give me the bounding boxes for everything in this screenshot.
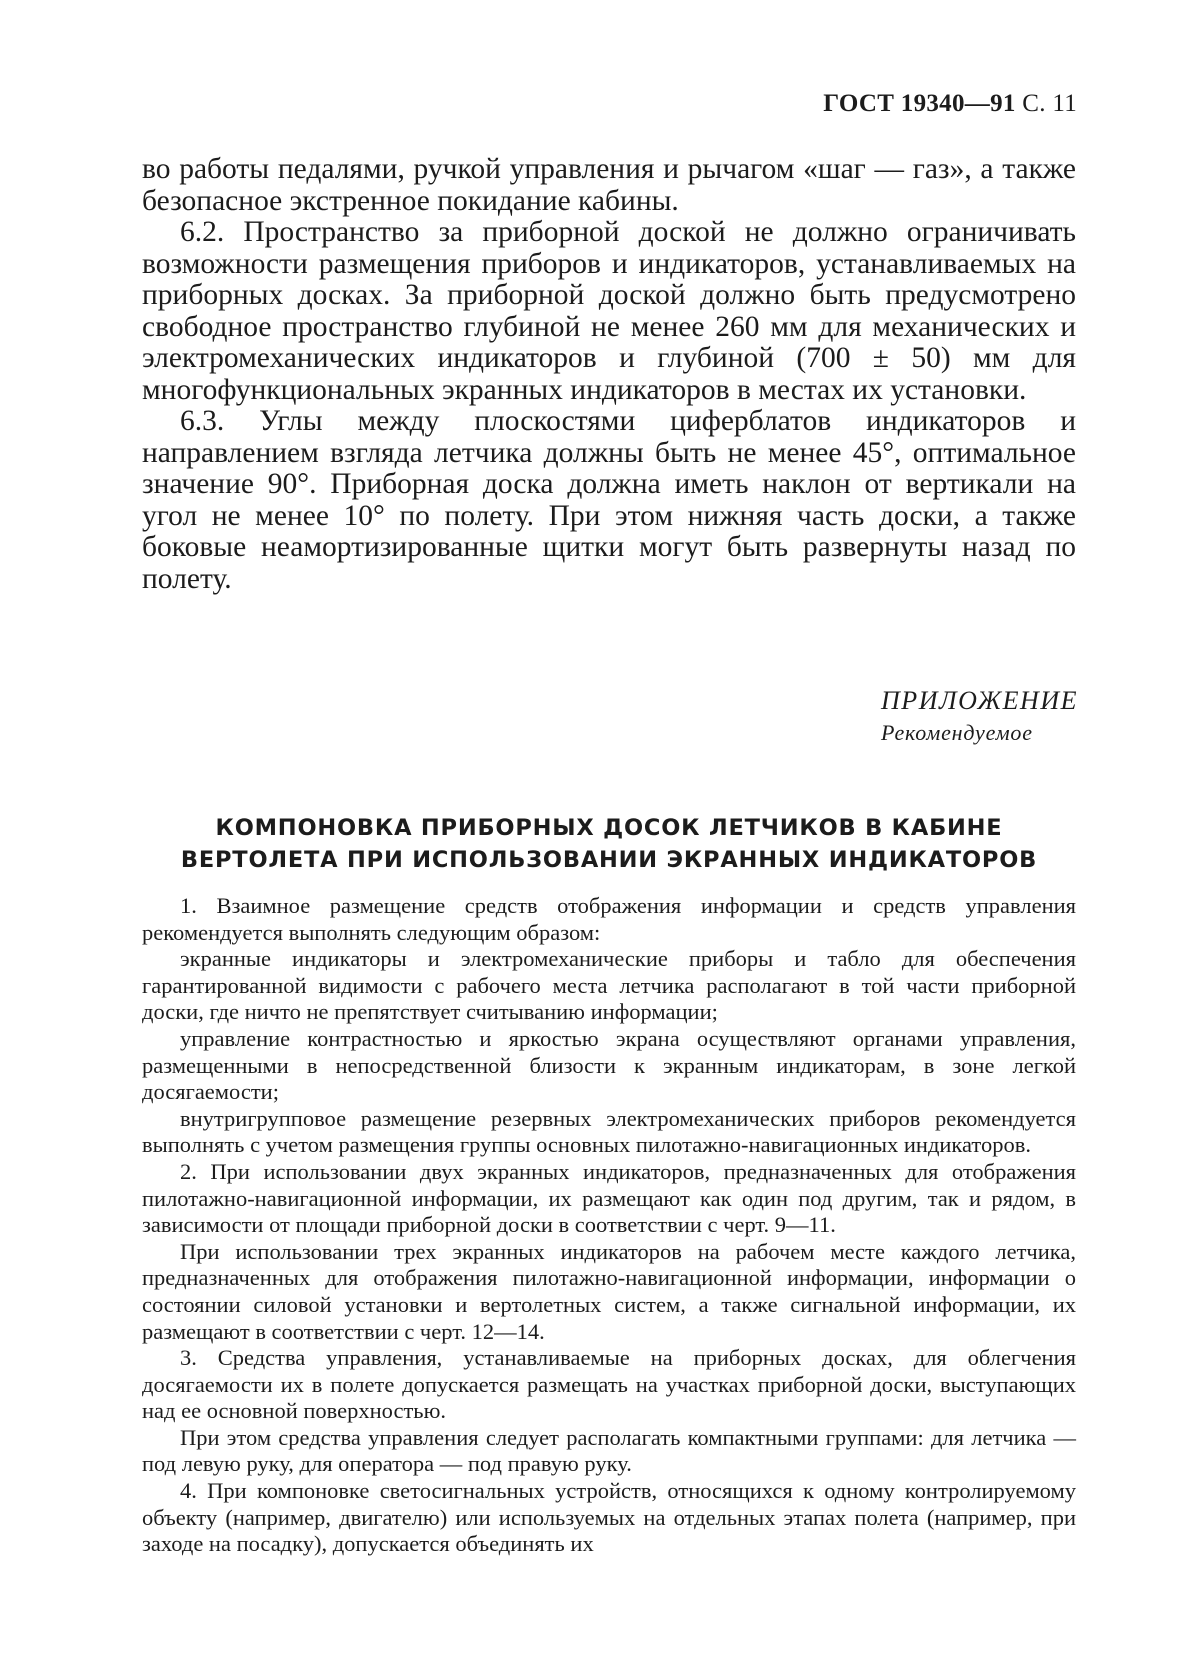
- standard-number: ГОСТ 19340—91: [823, 90, 1016, 117]
- paragraph-continuation: во работы педалями, ручкой управления и рычагом «шаг — газ», а также безопасное экстренное покидание кабины.: [142, 153, 1076, 217]
- body-paragraph-8: При этом средства управления следует располагать компактными группами: для летчика — под левую руку, для оператора — под правую руку.: [142, 1424, 1076, 1477]
- heading-line-1: КОМПОНОВКА ПРИБОРНЫХ ДОСОК ЛЕТЧИКОВ В КАБИНЕ: [215, 815, 1003, 841]
- paragraph-6-2: 6.2. Пространство за приборной доской не должно ограничивать возможности размещения приборов и индикаторов, устанавливаемых на приборных досках. За приборной доской должно быть предусмотрено свободное пространство глубиной не менее 260 мм для механических и электромеханических индикаторов и глубиной (700 ± 50) мм для многофункциональных экранных индикаторов в местах их установки.: [142, 216, 1076, 406]
- paragraph-6-3: 6.3. Углы между плоскостями циферблатов индикаторов и направлением взгляда летчика должны быть не менее 45°, оптимальное значение 90°. Приборная доска должна иметь наклон от вертикали на угол не менее 10° по полету. При этом нижняя часть доски, а также боковые неамортизированные щитки могут быть развернуты назад по полету.: [142, 405, 1076, 595]
- section-6-text: [142, 154, 1076, 595]
- body-paragraph-5: 2. При использовании двух экранных индикаторов, предназначенных для отображения пилотажно-навигационной информации, их размещают как один под другим, так и рядом, в зависимости от площади приборной доски в соответствии с черт. 9—11.: [142, 1158, 1076, 1238]
- body-paragraph-6: При использовании трех экранных индикаторов на рабочем месте каждого летчика, предназначенных для отображения пилотажно-навигационной информации, информации о состоянии силовой установки и вертолетных систем, а также сигнальной информации, их размещают в соответствии с черт. 12—14.: [142, 1238, 1076, 1344]
- body-paragraph-2: экранные индикаторы и электромеханические приборы и табло для обеспечения гарантированной видимости с рабочего места летчика располагают в той части приборной доски, где ничто не препятствует считыванию информации;: [142, 946, 1076, 1025]
- body-paragraph-7: 3. Средства управления, устанавливаемые на приборных досках, для облегчения досягаемости их в полете допускается размещать на участках приборной доски, выступающих над ее основной поверхностью.: [142, 1345, 1076, 1424]
- appendix-heading: [142, 812, 1076, 876]
- appendix-title: ПРИЛОЖЕНИЕ: [881, 686, 1078, 715]
- body-paragraph-3: управление контрастностью и яркостью экрана осуществляют органами управления, размещенными в непосредственной близости к экранным индикаторам, в зоне легкой досягаемости;: [142, 1025, 1076, 1105]
- appendix-label: [881, 684, 1078, 748]
- page-number: С. 11: [1022, 90, 1077, 117]
- body-paragraph-9: 4. При компоновке светосигнальных устройств, относящихся к одному контролируемому объекту (например, двигателю) или используемых на отдельных этапах полета (например, при заходе на посадку), допускается объединять их: [142, 1478, 1076, 1557]
- appendix-body: [142, 893, 1076, 1558]
- page-header: [823, 90, 1077, 118]
- body-paragraph-4: внутригрупповое размещение резервных электромеханических приборов рекомендуется выполнять с учетом размещения группы основных пилотажно-навигационных индикаторов.: [142, 1105, 1076, 1158]
- appendix-subtitle: Рекомендуемое: [881, 720, 1033, 745]
- body-paragraph-1: 1. Взаимное размещение средств отображения информации и средств управления рекомендуется выполнять следующим образом:: [142, 893, 1076, 945]
- heading-line-2: ВЕРТОЛЕТА ПРИ ИСПОЛЬЗОВАНИИ ЭКРАННЫХ ИНДИКАТОРОВ: [180, 847, 1038, 873]
